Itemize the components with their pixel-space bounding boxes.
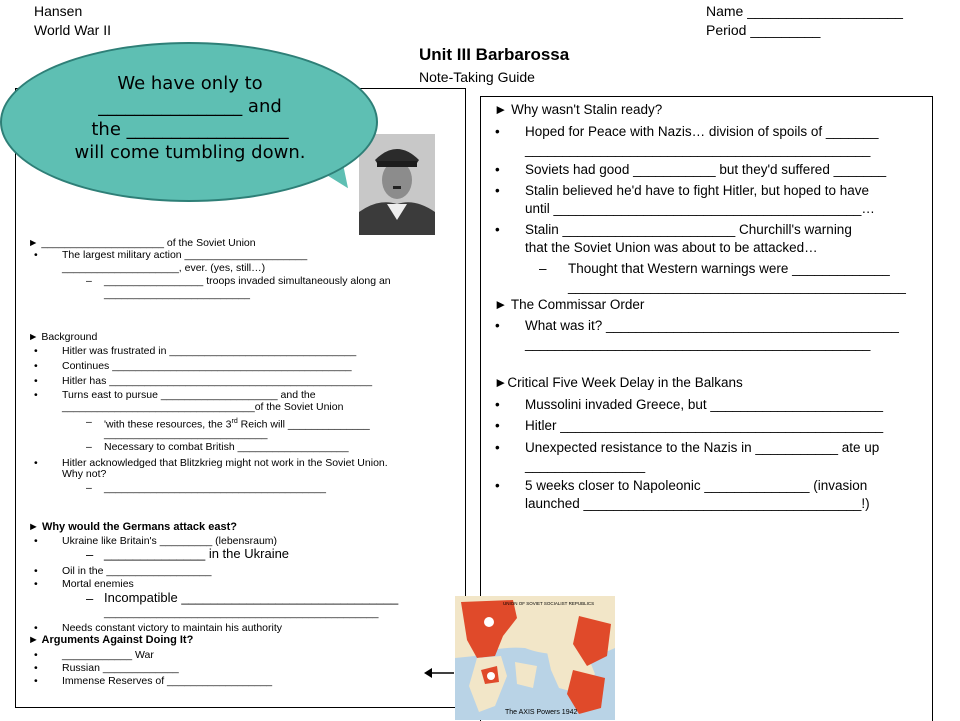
sub-item-text: ______________________________________: [104, 482, 326, 494]
list-item: •: [34, 375, 38, 387]
period-field[interactable]: Period _________: [706, 22, 821, 38]
dash-marker: –: [86, 591, 94, 606]
dash-marker: –: [86, 482, 92, 494]
list-item-text: ______________________________________________: [525, 142, 871, 157]
list-item-text: Turns east to pursue ____________________ and the: [62, 389, 316, 401]
list-item-text: Needs constant victory to maintain his authority: [62, 622, 283, 634]
list-item-text: Soviets had good ___________ but they'd suffered _______: [525, 162, 887, 177]
stalin-ready-heading: ► Why wasn't Stalin ready?: [494, 102, 663, 117]
list-item: •: [495, 478, 500, 493]
list-item: •: [34, 345, 38, 357]
arrow-left-icon: [424, 666, 454, 678]
list-item-text: Unexpected resistance to the Nazis in ___________ ate up: [525, 440, 880, 455]
sub-item-text: _____________________________________________: [568, 279, 906, 294]
list-item: •: [495, 397, 500, 412]
list-item-text: Immense Reserves of __________________: [62, 675, 273, 687]
list-item-text: The largest military action _____________________: [62, 249, 308, 261]
list-item-text: launched _____________________________________!): [525, 496, 870, 511]
speech-bubble-text: We have only to ________________ and the __________________ will come tumbling down.: [74, 73, 306, 163]
sub-item-text: _________________________: [104, 288, 250, 300]
sub-item-text: ____________________________: [104, 428, 268, 440]
name-field[interactable]: Name ____________________: [706, 3, 903, 19]
list-item-text: ____________ War: [62, 649, 154, 661]
page-subtitle: Note-Taking Guide: [419, 69, 535, 85]
list-item-text: Oil in the __________________: [62, 565, 212, 577]
axis-powers-map: [455, 596, 615, 720]
hitler-portrait-photo: [359, 134, 435, 235]
dash-marker: –: [86, 416, 92, 428]
list-item-text: 5 weeks closer to Napoleonic ______________ (invasion: [525, 478, 868, 493]
list-item-text: until _________________________________________…: [525, 201, 875, 216]
list-item-text: ______________________________________________: [525, 336, 871, 351]
list-item: •: [34, 565, 38, 577]
list-item-text: Stalin _______________________ Churchill's warning: [525, 222, 852, 237]
map-caption: The AXIS Powers 1942: [505, 709, 578, 716]
list-item: •: [34, 389, 38, 401]
list-item: •: [495, 124, 500, 139]
list-item: •: [34, 622, 38, 634]
list-item: •: [495, 183, 500, 198]
list-item-text: Hoped for Peace with Nazis… division of spoils of _______: [525, 124, 879, 139]
list-item-text: Ukraine like Britain's _________ (lebensraum): [62, 535, 278, 547]
commissar-heading: ► The Commissar Order: [494, 297, 645, 312]
list-item: •: [34, 649, 38, 661]
sub-item-text: 'with these resources, the 3rd Reich will ______________: [104, 418, 370, 431]
list-item-text: Hitler has _____________________________________________: [62, 375, 373, 387]
sub-item-text: _______________________________________________: [104, 607, 379, 619]
list-item-text: ________________: [525, 458, 646, 473]
sub-item-text: Necessary to combat British ___________________: [104, 441, 349, 453]
sub-item-text: _________________ troops invaded simultaneously along an: [104, 275, 391, 287]
list-item: •: [34, 578, 38, 590]
list-item: •: [34, 249, 38, 261]
list-item-text: that the Soviet Union was about to be attacked…: [525, 240, 818, 255]
list-item: •: [34, 662, 38, 674]
balkans-delay-heading: ►Critical Five Week Delay in the Balkans: [494, 375, 743, 390]
sub-item-text: Incompatible ______________________________: [104, 590, 399, 605]
list-item-text: Continues _________________________________________: [62, 360, 352, 372]
course-name: World War II: [34, 22, 112, 38]
list-item-text: What was it? _______________________________________: [525, 318, 899, 333]
list-item-text: Hitler was frustrated in ________________________________: [62, 345, 357, 357]
list-item-text: Hitler ___________________________________________: [525, 418, 884, 433]
list-item: •: [495, 318, 500, 333]
arguments-heading: ► Arguments Against Doing It?: [28, 634, 194, 646]
list-item: •: [495, 440, 500, 455]
list-item-text: Why not?: [62, 468, 107, 480]
invasion-heading: ► _____________________ of the Soviet Union: [28, 237, 256, 249]
list-item: •: [495, 418, 500, 433]
list-item-text: Hitler acknowledged that Blitzkrieg might not work in the Soviet Union.: [62, 457, 388, 469]
list-item: •: [34, 457, 38, 469]
list-item-text: Russian _____________: [62, 662, 179, 674]
list-item-text: ____________________, ever. (yes, still…): [62, 262, 266, 274]
page-title: Unit III Barbarossa: [419, 45, 570, 64]
list-item: •: [34, 675, 38, 687]
why-heading: ► Why would the Germans attack east?: [28, 521, 237, 533]
list-item: •: [495, 222, 500, 237]
map-title: UNION OF SOVIET SOCIALIST REPUBLICS: [503, 601, 595, 606]
dash-marker: –: [86, 275, 92, 287]
sub-item-text: ______________ in the Ukraine: [104, 546, 290, 561]
list-item: •: [34, 360, 38, 372]
background-heading: ► Background: [28, 331, 98, 343]
dash-marker: –: [539, 261, 547, 276]
list-item: •: [34, 535, 38, 547]
list-item: •: [495, 162, 500, 177]
sub-item-text: Thought that Western warnings were _____________: [568, 261, 890, 276]
teacher-name: Hansen: [34, 3, 83, 19]
list-item-text: _________________________________of the Soviet Union: [62, 401, 344, 413]
dash-marker: –: [86, 547, 94, 562]
list-item-text: Stalin believed he'd have to fight Hitler, but hoped to have: [525, 183, 870, 198]
list-item-text: Mussolini invaded Greece, but _______________________: [525, 397, 884, 412]
list-item-text: Mortal enemies: [62, 578, 134, 590]
dash-marker: –: [86, 441, 92, 453]
